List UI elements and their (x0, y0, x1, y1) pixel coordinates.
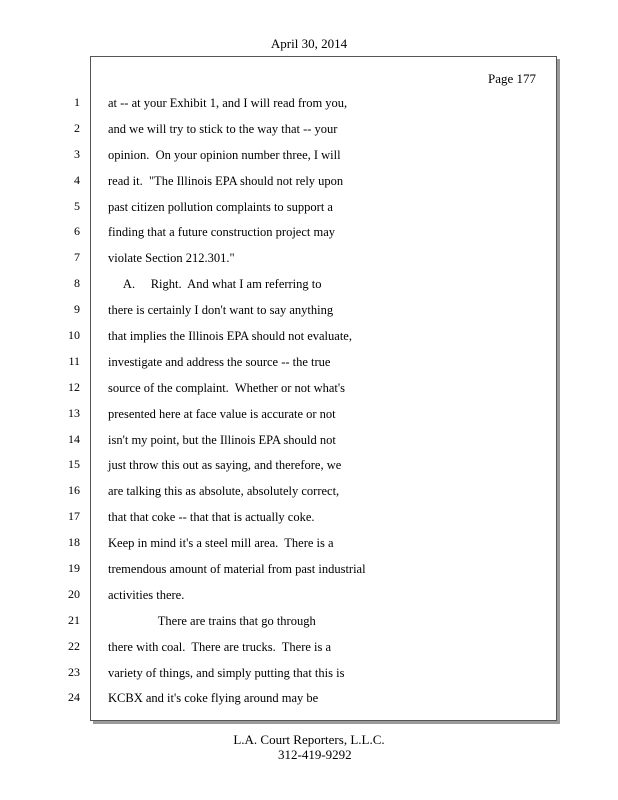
line-number-column (40, 93, 80, 714)
line-number: 22 (68, 638, 80, 653)
transcript-line: are talking this as absolute, absolutely correct, (108, 484, 340, 499)
transcript-line: just throw this out as saying, and therefore, we (108, 458, 342, 473)
transcript-line: KCBX and it's coke flying around may be (108, 691, 319, 706)
line-number: 4 (74, 172, 80, 187)
footer-phone: 312-419-9292 (278, 747, 352, 762)
transcript-line: source of the complaint. Whether or not what's (108, 380, 346, 395)
line-number: 17 (68, 509, 80, 524)
line-number: 5 (74, 198, 80, 213)
line-number: 3 (74, 146, 80, 161)
transcript-line: presented here at face value is accurate or not (108, 406, 336, 421)
line-number: 16 (68, 483, 80, 498)
line-number: 6 (74, 224, 80, 239)
transcript-line: past citizen pollution complaints to support a (108, 199, 333, 214)
footer-company: L.A. Court Reporters, L.L.C. (233, 732, 385, 747)
transcript-line: at -- at your Exhibit 1, and I will read from you, (108, 96, 348, 110)
transcript-line: variety of things, and simply putting that this is (108, 665, 345, 680)
line-number: 2 (74, 120, 80, 135)
transcript-line: investigate and address the source -- the true (108, 354, 331, 369)
transcript-line: opinion. On your opinion number three, I will (108, 147, 341, 162)
transcript-line: and we will try to stick to the way that -- your (108, 121, 338, 136)
transcript-line: A. Right. And what I am referring to (108, 277, 322, 292)
line-number: 13 (68, 405, 80, 420)
transcript-page (90, 56, 557, 721)
line-number: 23 (68, 664, 80, 679)
line-number: 11 (68, 353, 80, 368)
transcript-line: isn't my point, but the Illinois EPA should not (108, 432, 336, 447)
line-number: 8 (74, 276, 80, 291)
line-number: 15 (68, 457, 80, 472)
transcript-line: There are trains that go through (108, 613, 316, 628)
line-number: 20 (68, 586, 80, 601)
transcript-line: finding that a future construction project may (108, 225, 336, 240)
transcript-line: tremendous amount of material from past industrial (108, 562, 366, 577)
transcript-line: that that coke -- that that is actually coke. (108, 510, 315, 525)
transcript-line: violate Section 212.301." (108, 251, 235, 266)
line-number: 18 (68, 535, 80, 550)
line-number: 21 (68, 612, 80, 627)
transcript-line: read it. "The Illinois EPA should not rely upon (108, 173, 344, 188)
page-number: Page 177 (487, 71, 536, 86)
line-number: 1 (74, 95, 80, 109)
transcript-line: Keep in mind it's a steel mill area. There is a (108, 536, 334, 551)
transcript-line: there is certainly I don't want to say anything (108, 303, 334, 318)
line-number: 19 (68, 561, 80, 576)
line-number: 12 (68, 379, 80, 394)
transcript-line: that implies the Illinois EPA should not evaluate, (108, 329, 352, 344)
line-number: 9 (74, 302, 80, 317)
line-number: 10 (68, 328, 80, 343)
line-number: 7 (74, 250, 80, 265)
transcript-line: activities there. (108, 587, 185, 602)
line-number: 14 (68, 431, 80, 446)
line-number: 24 (68, 690, 80, 705)
transcript-line: there with coal. There are trucks. There is a (108, 639, 332, 654)
header-date: April 30, 2014 (270, 36, 348, 51)
transcript-body (108, 94, 366, 715)
